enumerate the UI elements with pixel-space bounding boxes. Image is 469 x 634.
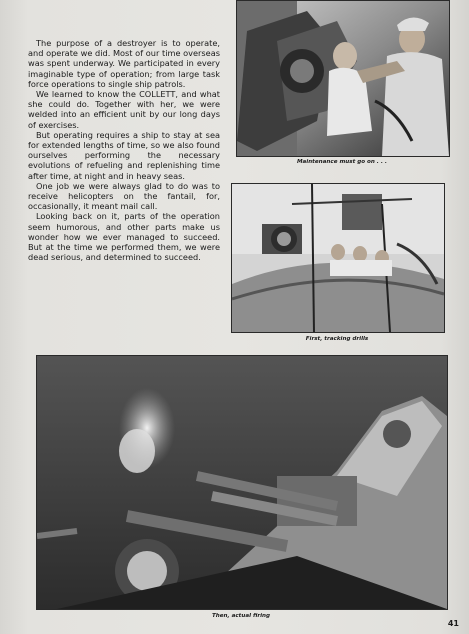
article-paragraph-1: The purpose of a destroyer is to operate, and operate we did. Most of our time overseas was spent underway. We participated in every imaginable type of operation; from large task force operations to single ship patrols. (28, 38, 220, 89)
tracking-drills-photo (231, 183, 445, 333)
maintenance-caption: Maintenance must go on . . . (296, 159, 388, 165)
page-number: 41 (447, 619, 459, 628)
firing-caption: Then, actual firing (211, 613, 271, 619)
article-paragraph-3: But operating requires a ship to stay at sea for extended lengths of time, so we also found ourselves performing the necessary evolutions of refueling and replenishing time after time, at night and in heavy seas. (28, 129, 220, 181)
article-paragraph-4: One job we were always glad to do was to receive helicopters on the fantail, for, occasionally, it meant mail call. (28, 180, 220, 212)
tracking-drills-caption: First, tracking drills (305, 336, 369, 342)
article-paragraph-2: We learned to know the COLLETT, and what she could do. Together with her, we were welded into an efficient unit by our long days of exercises. (28, 89, 220, 130)
firing-photo (36, 355, 448, 610)
maintenance-photo (236, 0, 450, 157)
article-text (28, 38, 220, 262)
article-paragraph-5: Looking back on it, parts of the operation seem humorous, and other parts make us wonder how we ever managed to succeed. But at the time we performed them, we were dead serious, and determined to succeed. (28, 211, 220, 263)
